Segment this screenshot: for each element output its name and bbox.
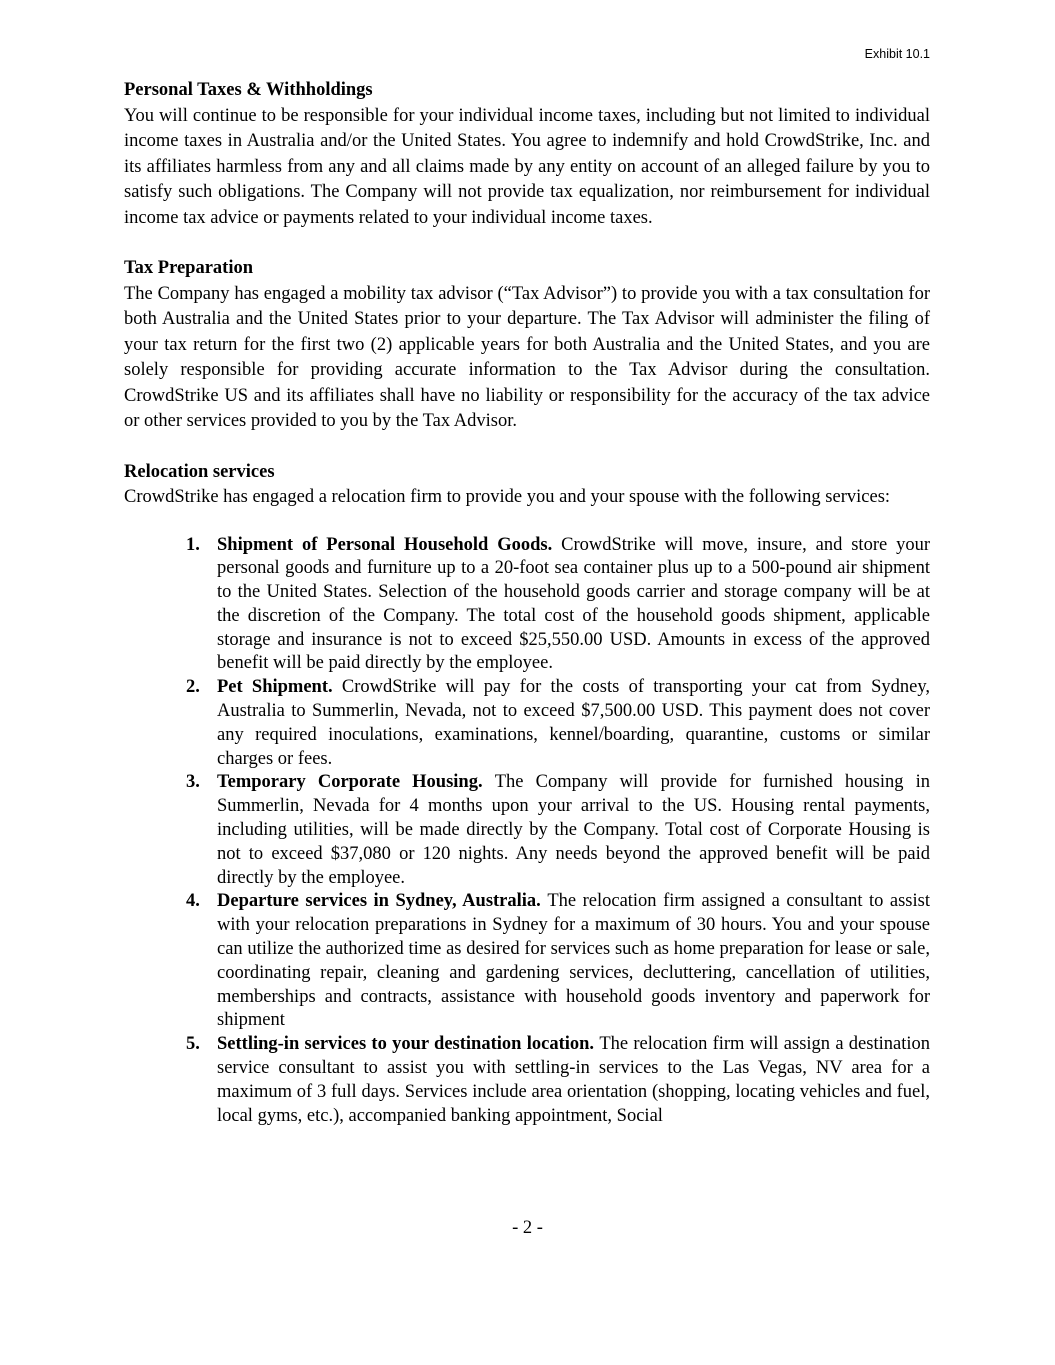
list-item (186, 676, 930, 771)
list-item-text: The relocation firm will assign a destination service consultant to assist you with settling-in services to the Las Vegas, NV area for a maximum of 3 full days. Services include area orientation (shopping, locating vehicles and fuel, local gyms, etc.), accompanied banking appointment, Social (217, 1034, 930, 1126)
list-item-number: 5. (186, 1034, 200, 1055)
list-item-number: 4. (186, 891, 200, 912)
section-spacer (124, 435, 930, 460)
list-item-number: 1. (186, 534, 200, 555)
list-item-title: Departure services in Sydney, Australia. (217, 891, 548, 912)
section-heading-relocation: Relocation services (124, 461, 275, 482)
section-spacer (124, 231, 930, 256)
section-intro-relocation: CrowdStrike has engaged a relocation firm to provide you and your spouse with the following services: (124, 487, 891, 507)
list-item-text: The relocation firm assigned a consultant to assist with your relocation preparations in Sydney for a maximum of 30 hours. You and your spouse can utilize the authorized time as desired for services such as home preparation for lease or sale, coordinating repair, cleaning and gardening services, decluttering, cancellation of utilities, memberships and contracts, assistance with household goods inventory and paperwork for shipment (217, 891, 930, 1031)
section-heading-personal-taxes: Personal Taxes & Withholdings (124, 80, 373, 100)
list-item-title: Settling-in services to your destination location. (217, 1034, 600, 1055)
document-body (124, 78, 930, 1128)
section-spacer (124, 511, 930, 534)
relocation-services-list (124, 534, 930, 1129)
list-item-number: 2. (186, 677, 200, 698)
list-item-text: CrowdStrike will move, insure, and store your personal goods and furniture up to a 20-foot sea container plus up to a 500-pound air shipment to the United States. Selection of the household goods carrier and storage company will be at the discretion of the Company. The total cost of the household goods shipment, applicable storage and insurance is not to exceed $25,550.00 USD. Amounts in excess of the approved benefit will be paid directly by the employee. (217, 534, 930, 674)
section-heading-tax-preparation: Tax Preparation (124, 258, 253, 278)
list-item-title: Shipment of Personal Household Goods. (217, 534, 562, 555)
list-item-number: 3. (186, 772, 200, 793)
list-item (186, 771, 930, 890)
list-item-title: Pet Shipment. (217, 677, 342, 698)
exhibit-label: Exhibit 10.1 (864, 47, 930, 61)
page-number: - 2 - (512, 1218, 543, 1238)
section-body-personal-taxes: You will continue to be responsible for your individual income taxes, including but not limited to individual income taxes in Australia and/or the United States. You agree to indemnify and hold CrowdStrike, Inc. and its affiliates harmless from any and all claims made by any entity on account of an alleged failure by you to satisfy such obligations. The Company will not provide tax equalization, nor reimbursement for individual income tax advice or payments related to your individual income taxes. (124, 105, 930, 228)
list-item-text: CrowdStrike will pay for the costs of transporting your cat from Sydney, Australia to Summerlin, Nevada, not to exceed $7,500.00 USD. This payment does not cover any required inoculations, examinations, kennel/boarding, quarantine, customs or similar charges or fees. (217, 677, 930, 769)
list-item-title: Temporary Corporate Housing. (217, 772, 495, 793)
section-body-tax-preparation: The Company has engaged a mobility tax advisor (“Tax Advisor”) to provide you with a tax consultation for both Australia and the United States prior to your departure. The Tax Advisor will administer the filing of your tax return for the first two (2) applicable years for both Australia and the United States, and you are solely responsible for providing accurate information to the Tax Advisor during the consultation. CrowdStrike US and its affiliates shall have no liability or responsibility for the accuracy of the tax advice or other services provided to you by the Tax Advisor. (124, 283, 930, 431)
list-item (186, 1033, 930, 1128)
list-item (186, 890, 930, 1033)
list-item-text: The Company will provide for furnished housing in Summerlin, Nevada for 4 months upon your arrival to the US. Housing rental payments, including utilities, will be made directly by the Company. Total cost of Corporate Housing is not to exceed $37,080 or 120 nights. Any needs beyond the approved benefit will be paid directly by the employee. (217, 772, 930, 888)
list-item (186, 534, 930, 677)
